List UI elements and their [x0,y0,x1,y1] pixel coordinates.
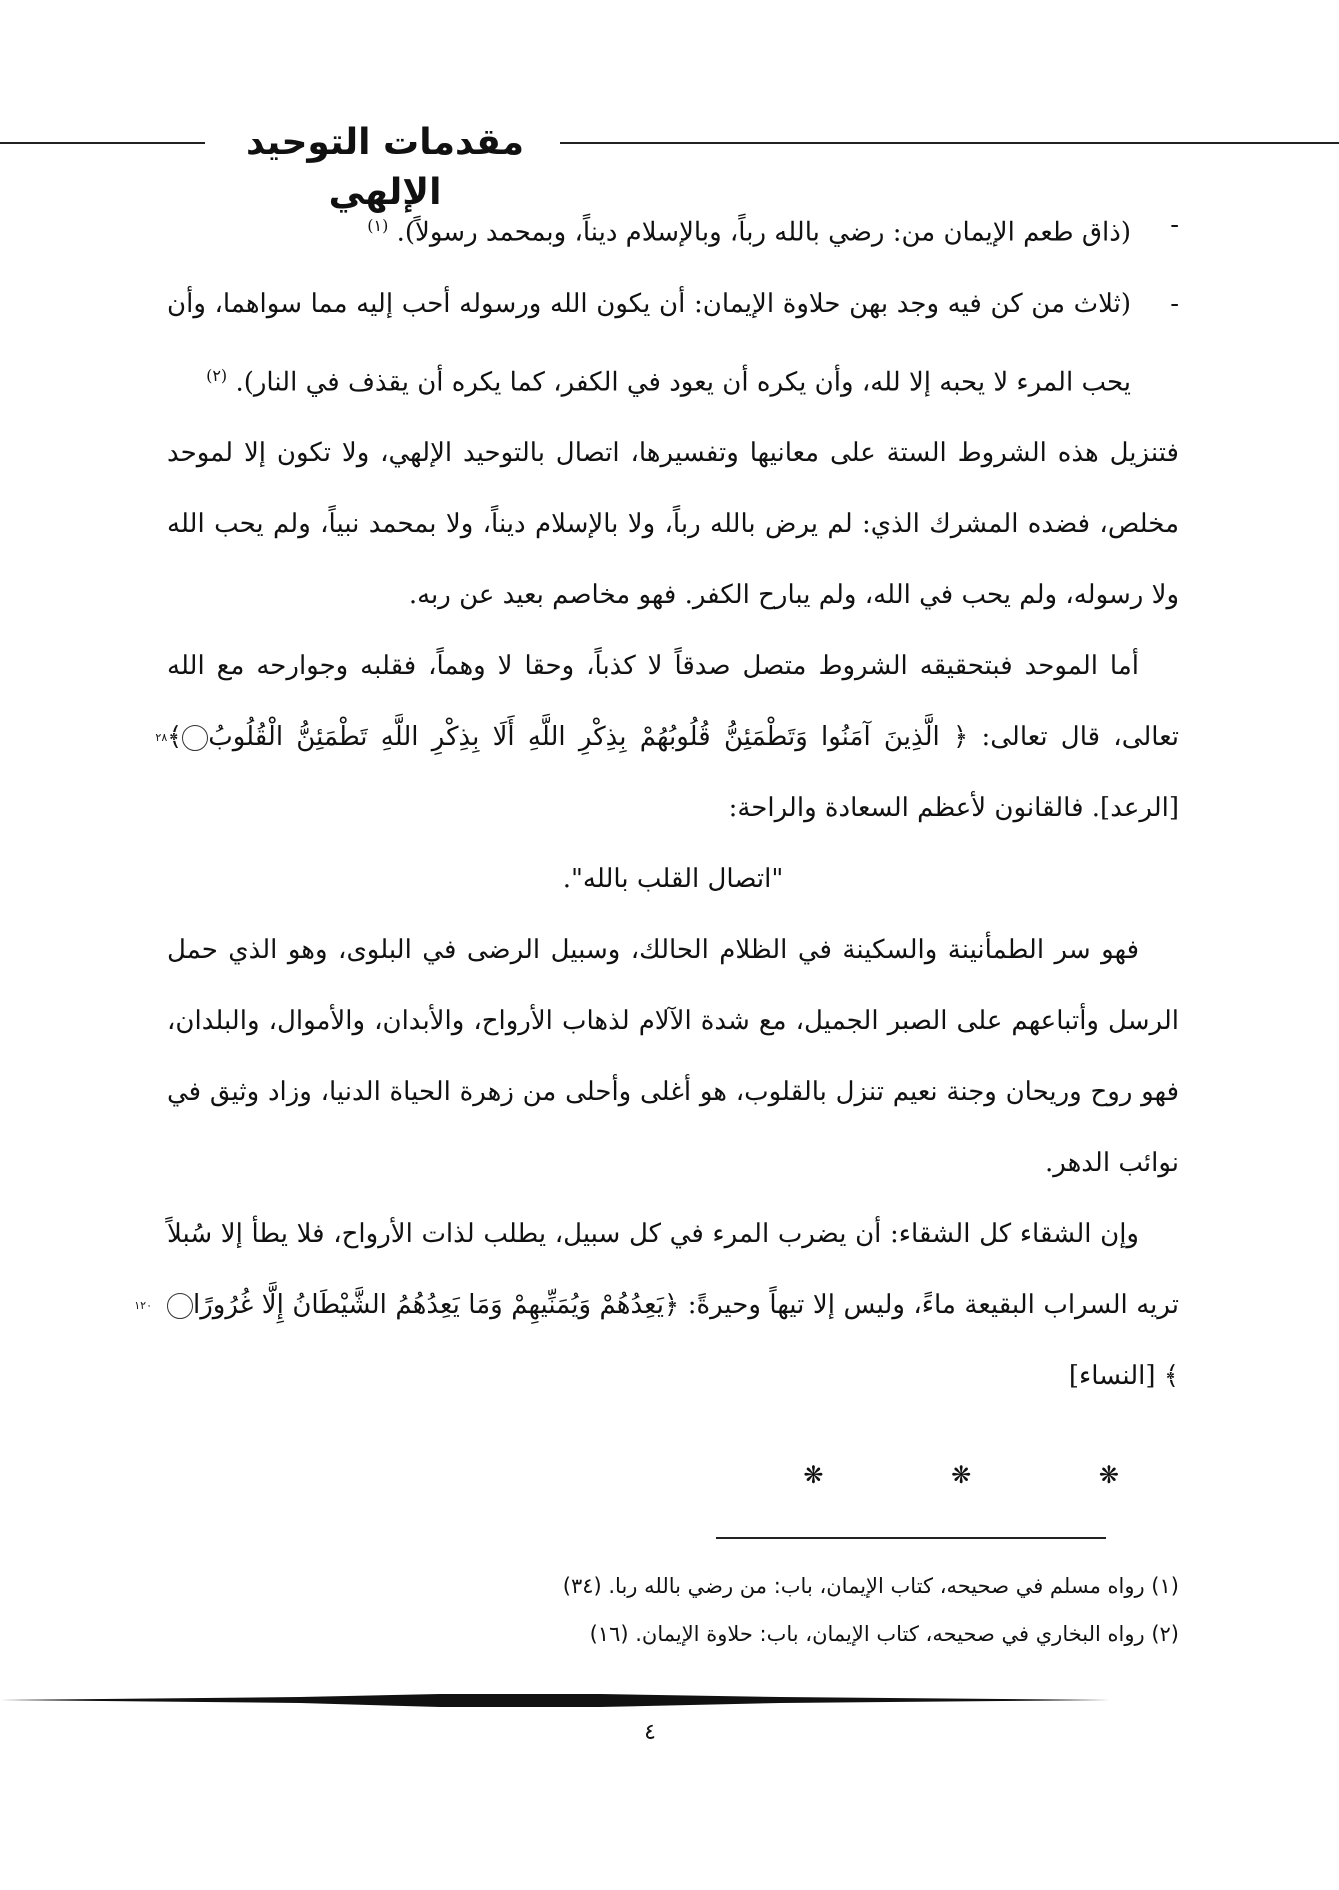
quran-bracket-close: ﴾ [167,722,183,753]
hadith-text-2: (ثلاث من كن فيه وجد بهن حلاوة الإيمان: أن يكون الله ورسوله أحب إليه مما سواهما، وأن يحب المرء لا يحبه إلا لله، وأن يكره أن يعود في الكفر، كما يكره أن يقذف في النار). [167,288,1131,398]
paragraph-1: فتنزيل هذه الشروط الستة على معانيها وتفسيرها، اتصال بالتوحيد الإلهي، ولا تكون إلا لموحد مخلص، فضده المشرك الذي: لم يرض بالله رباً، ولا بالإسلام ديناً، ولا بمحمد نبياً، ولم يحب الله ولا رسوله، ولم يحب في الله، ولم يبارح الكفر. فهو مخاصم بعيد عن ربه. [167,438,1179,611]
ayah-number-icon: ٢٨ [182,725,208,751]
quran-source-1: [الرعد]. [1091,793,1179,824]
footnote-ref-1[interactable]: (١) [367,216,389,235]
footnotes [167,1562,1179,1658]
header-rule-left [0,142,205,144]
footnote-rule [716,1537,1106,1539]
paragraph-2 [155,631,1179,844]
hadith-bullet-1 [167,190,1179,269]
quran-verse-1: ﴿ الَّذِينَ آمَنُوا وَتَطْمَئِنُّ قُلُوبُهُمْ بِذِكْرِ اللَّهِ أَلَا بِذِكْرِ اللَّهِ تَطْمَئِنُّ الْقُلُوبُ [208,722,969,753]
footnote-1: (١) رواه مسلم في صحيحه، كتاب الإيمان، باب: من رضي بالله ربا. (٣٤) [562,1574,1179,1598]
centered-quote: "اتصال القلب بالله". [562,864,784,895]
footnote-2: (٢) رواه البخاري في صحيحه، كتاب الإيمان، باب: حلاوة الإيمان. (١٦) [589,1622,1179,1646]
footnote-ref-2[interactable]: (٢) [206,365,228,385]
bottom-decorative-rule [0,1693,1110,1707]
paragraph-3: فهو سر الطمأنينة والسكينة في الظلام الحالك، وسبيل الرضى في البلوى، وهو الذي حمل الرسل وأتباعهم على الصبر الجميل، مع شدة الآلام لذهاب الأرواح، والأبدان، والأموال، والبلدان، فهو روح وريحان وجنة نعيم تنزل بالقلوب، هو أغلى وأحلى من زهرة الحياة الدنيا، وزاد وثيق في نوائب الدهر. [167,935,1179,1179]
hadith-text-1: (ذاق طعم الإيمان من: رضي بالله رباً، وبالإسلام ديناً، وبمحمد رسولاً). [396,217,1131,248]
paragraph-2-outro: فالقانون لأعظم السعادة والراحة: [728,793,1084,824]
quran-source-2: [النساء] [1068,1361,1156,1392]
paragraph-4-intro: وإن الشقاء كل الشقاء: أن يضرب المرء في كل سبيل، يطلب لذات الأرواح، فلا يطأ إلا سُبلاً تريه السراب البقيعة ماءً، وليس إلا تيهاً وحيرةً: [167,1219,1179,1321]
quran-bracket-close: ﴾ [1163,1361,1179,1392]
hadith-bullet-2 [167,269,1179,419]
header-rule-right [560,142,1339,144]
page-number: ٤ [644,1720,656,1745]
paragraph-2-intro: أما الموحد فبتحقيقه الشروط متصل صدقاً لا كذباً، وحقا لا وهماً، فقلبه وجوارحه مع الله تعالى، قال تعالى: [167,651,1179,753]
bullet-dash: - [1170,210,1179,240]
section-separator-stars-icon: ❋ ❋ ❋ [803,1461,1179,1490]
quran-verse-2: ﴿يَعِدُهُمْ وَيُمَنِّيهِمْ وَمَا يَعِدُهُمُ الشَّيْطَانُ إِلَّا غُرُورًا [193,1290,680,1321]
running-header-title: مقدمات التوحيد الإلهي [245,122,525,213]
ayah-number-icon: ١٢٠ [167,1293,193,1319]
paragraph-4 [134,1199,1179,1412]
bullet-dash: - [1170,288,1179,319]
body-text [134,190,1179,1511]
